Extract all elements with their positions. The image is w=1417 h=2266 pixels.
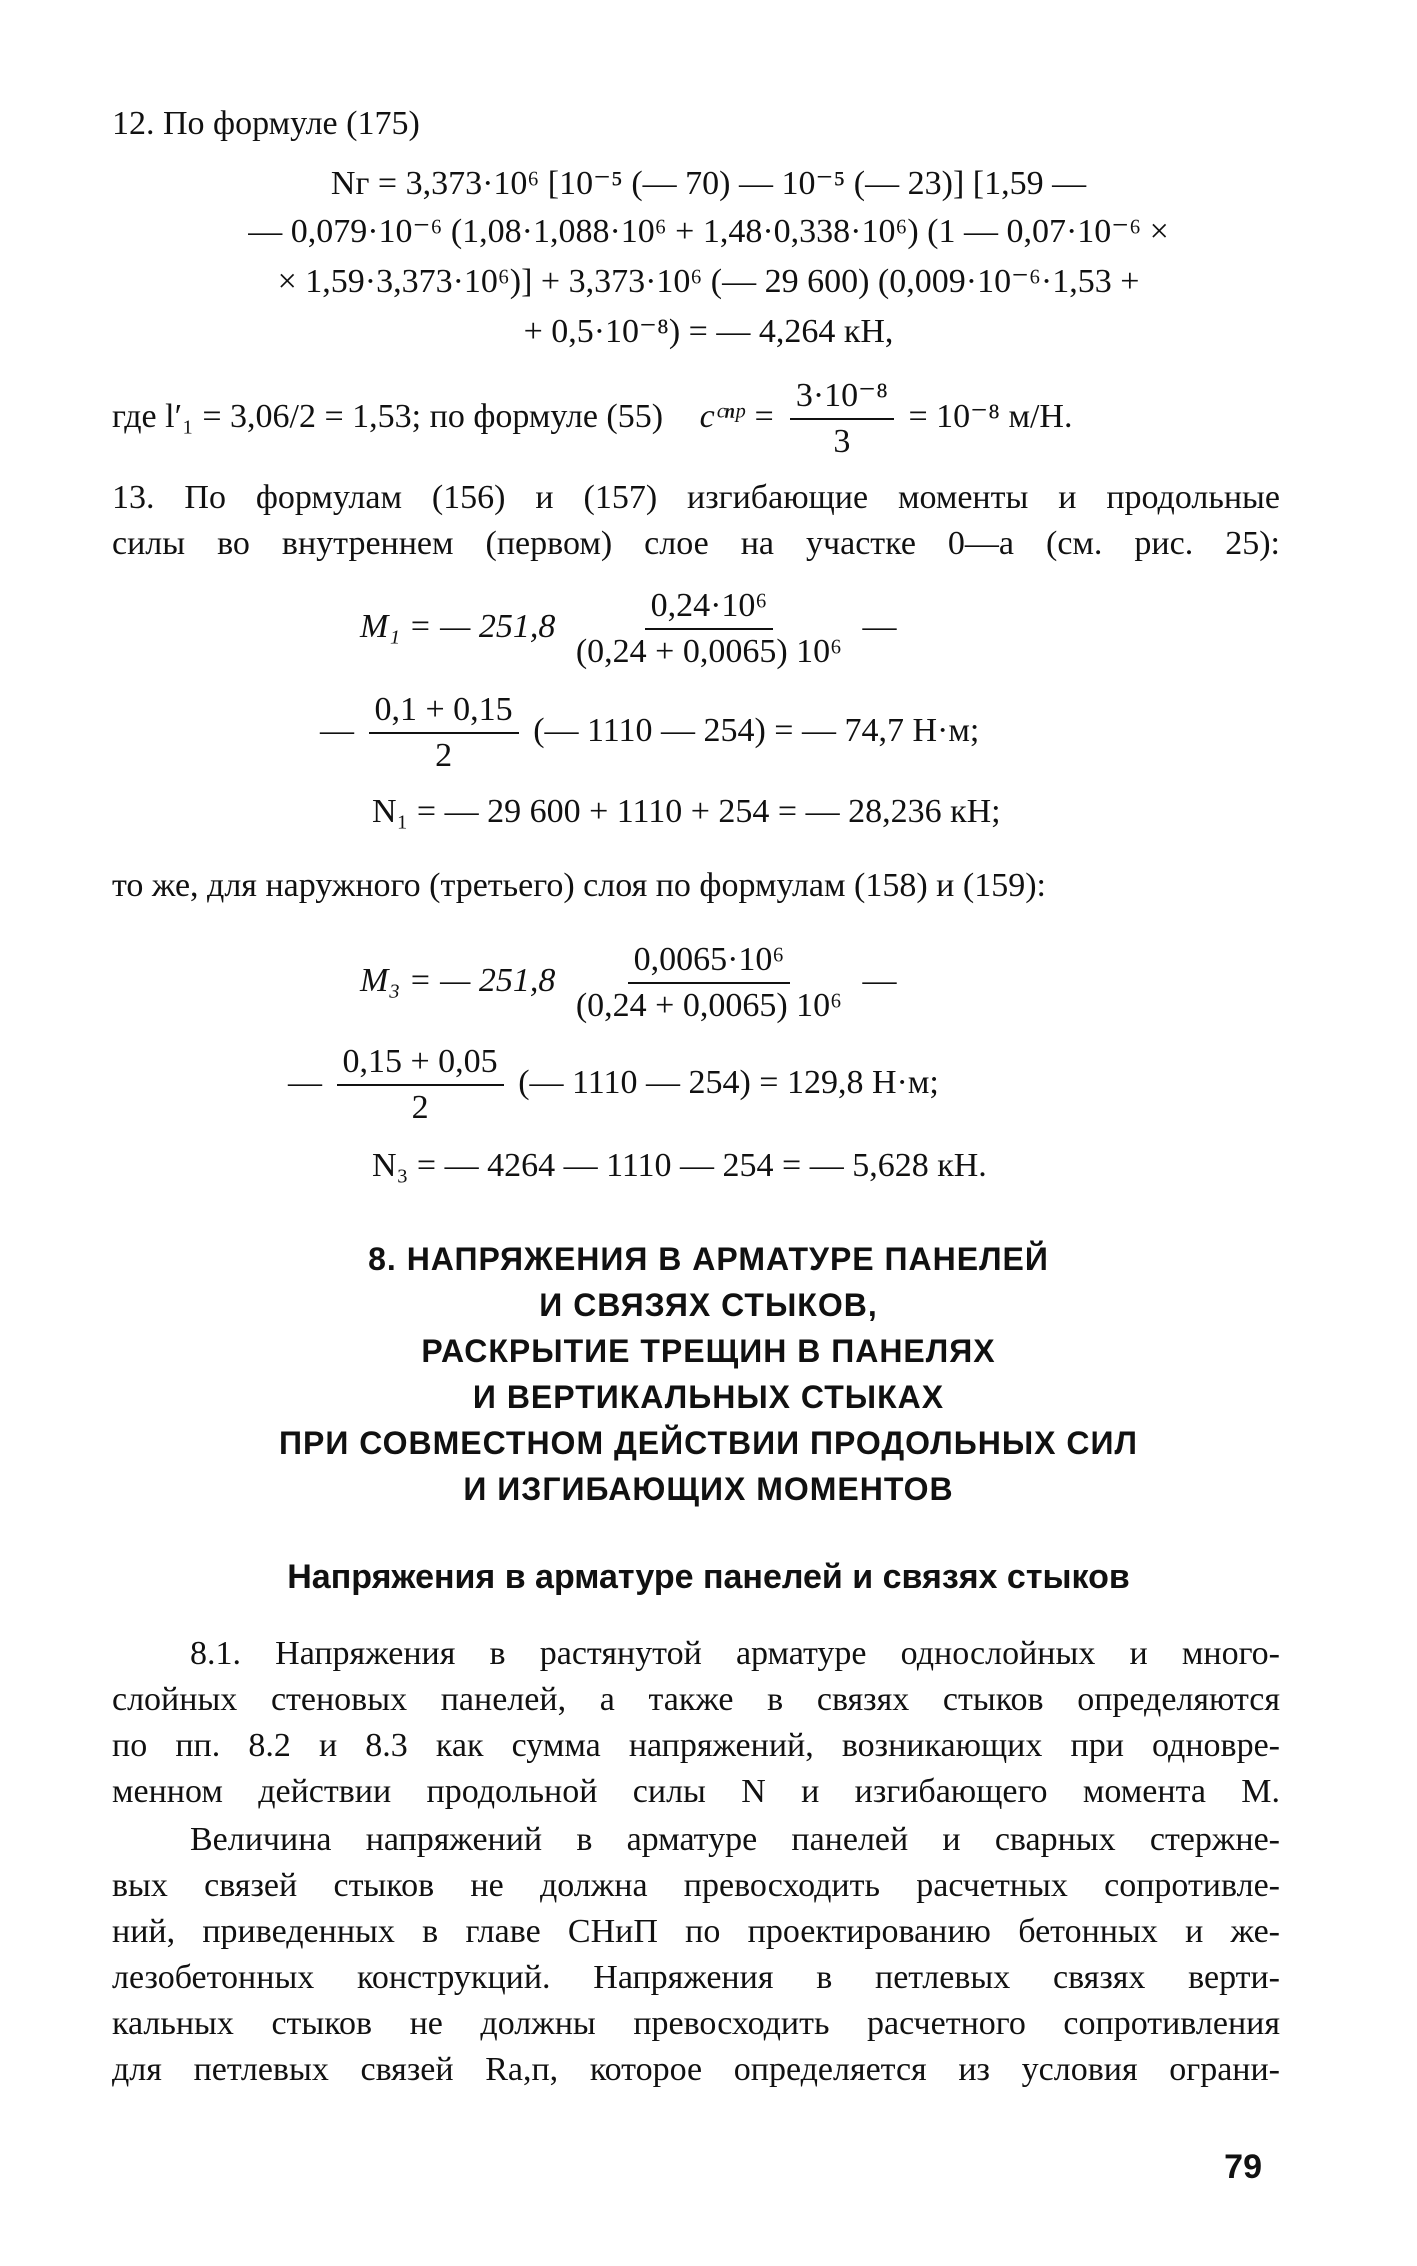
where-clause <box>112 376 1072 462</box>
para82-line-5: кальных стыков не должны превосходить расчетного сопротивления <box>112 2005 1280 2042</box>
m1-denominator: (0,24 + 0,0065) 10⁶ <box>575 633 843 670</box>
para81-line-1: 8.1. Напряжения в растянутой арматуре однослойных и много- <box>190 1635 1280 1672</box>
m3b-denominator: 2 <box>411 1089 429 1126</box>
m3b-fraction <box>337 1042 504 1128</box>
force-3-formula: N₃ = — 4264 — 1110 — 254 = — 5,628 кН. <box>372 1147 987 1184</box>
coef-result: = 10⁻⁸ м/Н. <box>908 397 1073 435</box>
m3b-numerator: 0,15 + 0,05 <box>337 1042 504 1086</box>
item13-line-2: силы во внутреннем (первом) слое на участке 0—a (см. рис. 25): <box>112 525 1280 562</box>
m3b-rhs: (— 1110 — 254) = 129,8 Н·м; <box>518 1063 939 1101</box>
m3-lhs: M₃ = — 251,8 <box>360 961 556 999</box>
moment-3-continuation <box>288 1042 939 1128</box>
section-title-line-6: И ИЗГИБАЮЩИХ МОМЕНТОВ <box>463 1471 954 1507</box>
m1b-lead: — <box>320 711 354 749</box>
where-text: где l′₁ = 3,06/2 = 1,53; по формуле (55) <box>112 397 664 435</box>
section-title-line-5: ПРИ СОВМЕСТНОМ ДЕЙСТВИИ ПРОДОЛЬНЫХ СИЛ <box>279 1425 1138 1461</box>
m3b-lead: — <box>288 1063 322 1101</box>
para81-line-2: слойных стеновых панелей, а также в связях стыков определяются <box>112 1681 1280 1718</box>
m1b-rhs: (— 1110 — 254) = — 74,7 Н·м; <box>533 711 980 749</box>
m1-numerator: 0,24·10⁶ <box>645 586 774 630</box>
m1-lhs: M₁ = — 251,8 <box>360 607 556 645</box>
para81-line-4: менном действии продольной силы N и изгибающего момента M. <box>112 1773 1280 1810</box>
m1b-fraction <box>369 690 519 776</box>
moment-1-continuation <box>320 690 979 776</box>
outer-layer-intro: то же, для наружного (третьего) слоя по формулам (158) и (159): <box>112 867 1046 904</box>
para82-line-1: Величина напряжений в арматуре панелей и сварных стержне- <box>190 1821 1280 1858</box>
m1b-denominator: 2 <box>435 737 453 774</box>
section-title-line-4: И ВЕРТИКАЛЬНЫХ СТЫКАХ <box>472 1379 945 1415</box>
coef-variable: cᶜⁿᵖ = <box>699 397 776 435</box>
section-subtitle: Напряжения в арматуре панелей и связях стыков <box>287 1558 1130 1596</box>
para82-line-3: ний, приведенных в главе СНиП по проектированию бетонных и же- <box>112 1913 1280 1950</box>
para81-line-3: по пп. 8.2 и 8.3 как сумма напряжений, возникающих при одновре- <box>112 1727 1280 1764</box>
coef-fraction <box>790 376 894 462</box>
formula-line-4: + 0,5·10⁻⁸) = — 4,264 кН, <box>523 313 894 350</box>
page-number: 79 <box>1224 2148 1262 2186</box>
force-1-formula: N₁ = — 29 600 + 1110 + 254 = — 28,236 кН; <box>372 793 1001 830</box>
moment-3-formula <box>360 940 897 1026</box>
coef-denominator: 3 <box>833 423 851 460</box>
moment-1-formula <box>360 586 897 672</box>
item12-heading: 12. По формуле (175) <box>112 105 420 142</box>
section-title-line-1: 8. НАПРЯЖЕНИЯ В АРМАТУРЕ ПАНЕЛЕЙ <box>368 1241 1049 1277</box>
m3-fraction <box>570 940 848 1026</box>
para82-line-2: вых связей стыков не должна превосходить расчетных сопротивле- <box>112 1867 1280 1904</box>
formula-line-2: — 0,079·10⁻⁶ (1,08·1,088·10⁶ + 1,48·0,338·10⁶) (1 — 0,07·10⁻⁶ × <box>248 213 1169 250</box>
m3-numerator: 0,0065·10⁶ <box>628 940 791 984</box>
section-title-line-2: И СВЯЗЯХ СТЫКОВ, <box>539 1287 878 1323</box>
coef-numerator: 3·10⁻⁸ <box>790 376 894 420</box>
para82-line-4: лезобетонных конструкций. Напряжения в петлевых связях верти- <box>112 1959 1280 1996</box>
m1b-numerator: 0,1 + 0,15 <box>369 690 519 734</box>
formula-line-3: × 1,59·3,373·10⁶)] + 3,373·10⁶ (— 29 600) (0,009·10⁻⁶·1,53 + <box>277 263 1140 300</box>
item13-line-1: 13. По формулам (156) и (157) изгибающие моменты и продольные <box>112 479 1280 516</box>
m1-tail: — <box>862 607 897 645</box>
m3-denominator: (0,24 + 0,0065) 10⁶ <box>575 987 843 1024</box>
m1-fraction <box>570 586 848 672</box>
section-title-line-3: РАСКРЫТИЕ ТРЕЩИН В ПАНЕЛЯХ <box>421 1333 996 1369</box>
formula-line-1: Nг = 3,373·10⁶ [10⁻⁵ (— 70) — 10⁻⁵ (— 23)] [1,59 — <box>330 165 1087 202</box>
para82-line-6: для петлевых связей Rа,п, которое определяется из условия ограни- <box>112 2051 1280 2088</box>
m3-tail: — <box>862 961 897 999</box>
